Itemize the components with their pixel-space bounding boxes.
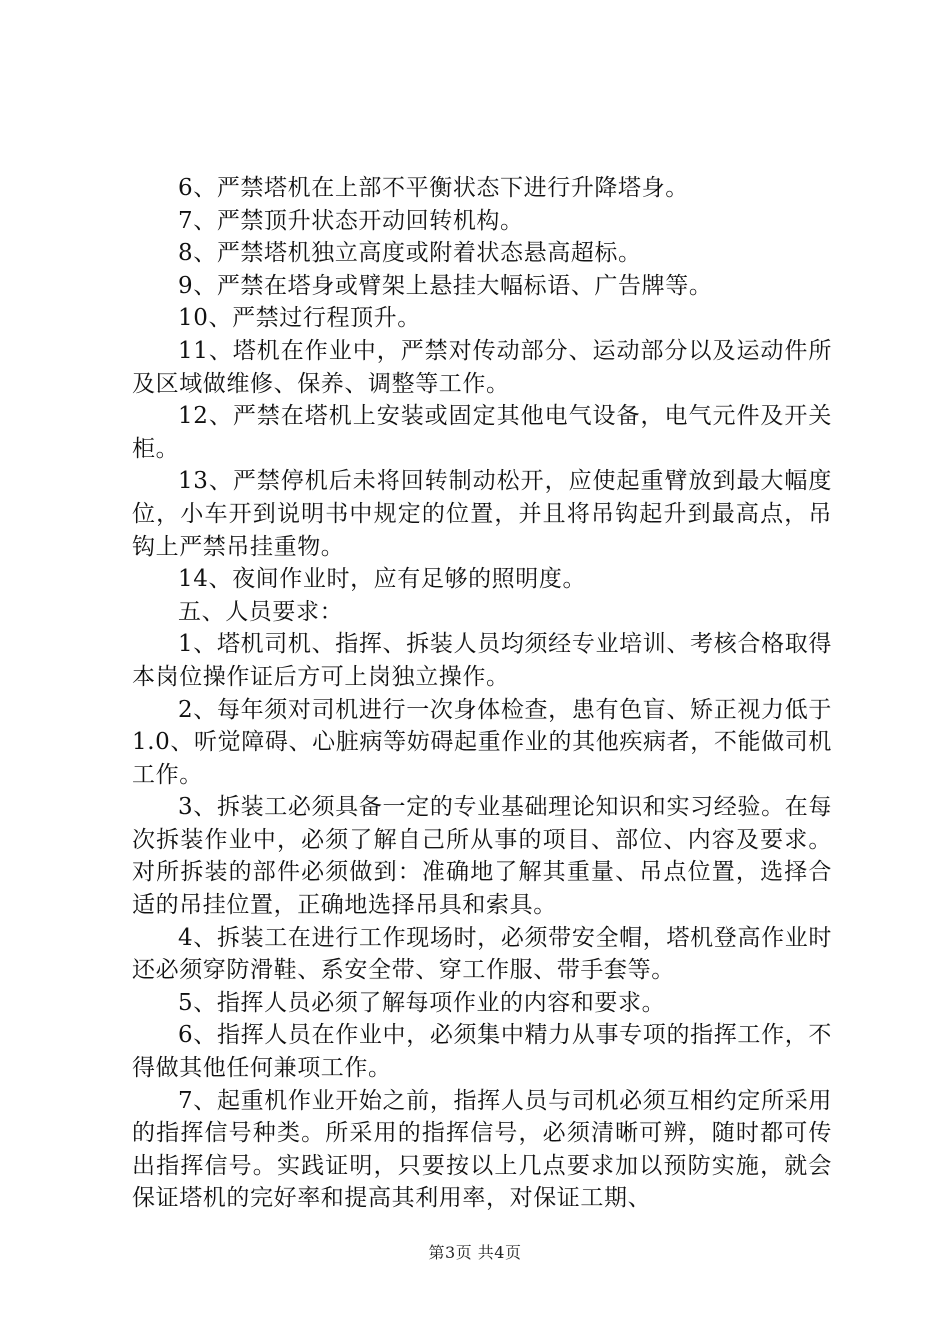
- paragraph-item-10: 10、严禁过行程顶升。: [178, 305, 421, 332]
- paragraph-item-6: 6、严禁塔机在上部不平衡状态下进行升降塔身。: [178, 175, 689, 201]
- personnel-item-5: 5、指挥人员必须了解每项作业的内容和要求。: [178, 989, 666, 1016]
- personnel-item-3: 3、拆装工必须具备一定的专业基础理论知识和实习经验。在每次拆装作业中，必须了解自己所从事的项目、部位、内容及要求。对所拆装的部件必须做到：准确地了解其重量、吊点位置，选择合适的吊挂位置，正确地选择吊具和索具。: [132, 794, 832, 919]
- personnel-item-1: 1、塔机司机、指挥、拆装人员均须经专业培训、考核合格取得本岗位操作证后方可上岗独立操作。: [132, 631, 832, 690]
- paragraph-item-8: 8、严禁塔机独立高度或附着状态悬高超标。: [178, 240, 642, 267]
- section-heading-personnel: 五、人员要求：: [178, 598, 344, 625]
- paragraph-item-14: 14、夜间作业时，应有足够的照明度。: [178, 566, 587, 593]
- personnel-item-6: 6、指挥人员在作业中，必须集中精力从事专项的指挥工作，不得做其他任何兼项工作。: [132, 1022, 832, 1082]
- paragraph-item-12: 12、严禁在塔机上安装或固定其他电气设备，电气元件及开关柜。: [132, 403, 832, 462]
- personnel-item-2: 2、每年须对司机进行一次身体检查，患有色盲、矫正视力低于1.0、听觉障碍、心脏病等妨碍起重作业的其他疾病者，不能做司机工作。: [132, 696, 832, 788]
- paragraph-item-7: 7、严禁顶升状态开动回转机构。: [178, 207, 524, 234]
- paragraph-item-9: 9、严禁在塔身或臂架上悬挂大幅标语、广告牌等。: [178, 272, 713, 299]
- document-body: [132, 172, 832, 1215]
- personnel-item-7: 7、起重机作业开始之前，指挥人员与司机必须互相约定所采用的指挥信号种类。所采用的指挥信号，必须清晰可辨，随时都可传出指挥信号。实践证明，只要按以上几点要求加以预防实施，就会保证塔机的完好率和提高其利用率，对保证工期、: [132, 1087, 832, 1212]
- page-number-footer: 第3页 共4页: [428, 1243, 522, 1262]
- personnel-item-4: 4、拆装工在进行工作现场时，必须带安全帽，塔机登高作业时还必须穿防滑鞋、系安全带、穿工作服、带手套等。: [132, 924, 832, 984]
- paragraph-item-11: 11、塔机在作业中，严禁对传动部分、运动部分以及运动件所及区域做维修、保养、调整等工作。: [132, 337, 832, 397]
- paragraph-item-13: 13、严禁停机后未将回转制动松开，应使起重臂放到最大幅度位，小车开到说明书中规定的位置，并且将吊钩起升到最高点，吊钩上严禁吊挂重物。: [132, 468, 832, 560]
